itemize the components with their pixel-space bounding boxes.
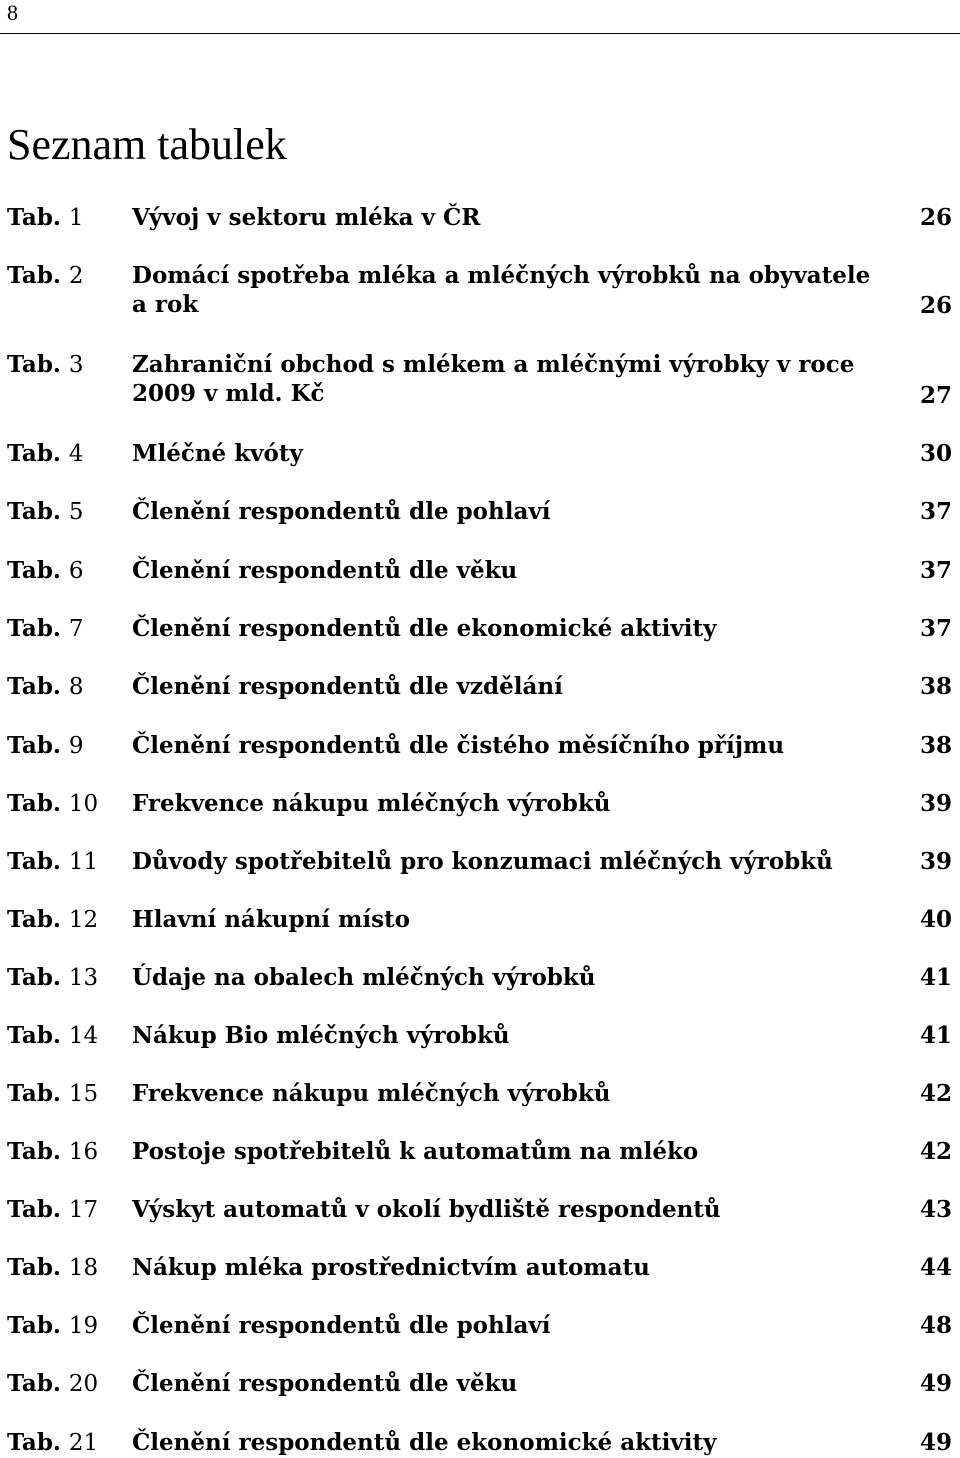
toc-entry-label-text: Tab. bbox=[7, 732, 61, 759]
toc-entry-label-text: Tab. bbox=[7, 204, 61, 231]
toc-entry-page: 30 bbox=[919, 440, 952, 467]
toc-entry-page: 42 bbox=[919, 1138, 952, 1165]
toc-entry-label-text: Tab. bbox=[7, 1312, 61, 1339]
toc-entry-title: Členění respondentů dle pohlaví bbox=[132, 1312, 551, 1339]
toc-entry-label bbox=[7, 203, 84, 233]
toc-entry-title: Členění respondentů dle věku bbox=[132, 1370, 518, 1397]
toc-entry-page: 48 bbox=[919, 1312, 952, 1339]
toc-entry-title: Výskyt automatů v okolí bydliště respondentů bbox=[132, 1196, 721, 1223]
toc-entry-label-text: Tab. bbox=[7, 262, 61, 289]
toc-entry-page: 39 bbox=[919, 848, 952, 875]
page-title: Seznam tabulek bbox=[7, 120, 287, 169]
toc-entry-label-text: Tab. bbox=[7, 1022, 61, 1049]
toc-entry-page: 27 bbox=[919, 382, 952, 409]
toc-entry-label bbox=[7, 261, 84, 291]
toc-entry-label bbox=[7, 1021, 98, 1051]
toc-entry-label-text: Tab. bbox=[7, 1429, 61, 1456]
toc-entry-number: 12 bbox=[68, 907, 99, 933]
toc-entry-number: 18 bbox=[68, 1255, 99, 1281]
toc-entry-page: 39 bbox=[919, 790, 952, 817]
toc-entry-label bbox=[7, 350, 84, 380]
toc-entry-title: Vývoj v sektoru mléka v ČR bbox=[132, 204, 481, 231]
toc-entry-label bbox=[7, 672, 84, 702]
toc-entry-label-text: Tab. bbox=[7, 351, 61, 378]
toc-entry-label bbox=[7, 847, 98, 877]
toc-entry-label bbox=[7, 1428, 98, 1458]
toc-entry-number: 1 bbox=[68, 205, 84, 231]
toc-entry-label bbox=[7, 1137, 98, 1167]
toc-entry-title: Členění respondentů dle ekonomické aktivity bbox=[132, 1429, 717, 1456]
toc-entry-number: 11 bbox=[68, 849, 99, 875]
toc-entry-number: 19 bbox=[68, 1313, 99, 1339]
toc-entry-number: 13 bbox=[68, 965, 99, 991]
toc-entry-number: 5 bbox=[68, 499, 84, 525]
toc-entry-title: Frekvence nákupu mléčných výrobků bbox=[132, 790, 611, 817]
toc-entry-page: 38 bbox=[919, 673, 952, 700]
toc-entry-number: 17 bbox=[68, 1197, 99, 1223]
toc-entry-page: 26 bbox=[919, 204, 952, 231]
toc-entry-title: Členění respondentů dle věku bbox=[132, 557, 518, 584]
toc-entry-label bbox=[7, 1311, 98, 1341]
toc-entry-title: Členění respondentů dle vzdělání bbox=[132, 673, 563, 700]
toc-entry-label-text: Tab. bbox=[7, 557, 61, 584]
toc-entry-label-text: Tab. bbox=[7, 615, 61, 642]
toc-entry-title: Členění respondentů dle ekonomické aktivity bbox=[132, 615, 717, 642]
toc-entry-number: 3 bbox=[68, 352, 84, 378]
toc-entry-number: 21 bbox=[68, 1430, 99, 1456]
toc-entry-label-text: Tab. bbox=[7, 848, 61, 875]
toc-entry-number: 2 bbox=[68, 263, 84, 289]
toc-entry-label-text: Tab. bbox=[7, 790, 61, 817]
toc-entry-page: 41 bbox=[919, 1022, 952, 1049]
toc-entry-number: 8 bbox=[68, 674, 84, 700]
toc-entry-label-text: Tab. bbox=[7, 440, 61, 467]
toc-entry-label-text: Tab. bbox=[7, 1138, 61, 1165]
toc-entry-label-text: Tab. bbox=[7, 964, 61, 991]
toc-entry-title: Nákup Bio mléčných výrobků bbox=[132, 1022, 510, 1049]
toc-entry-label-text: Tab. bbox=[7, 1370, 61, 1397]
toc-entry-label bbox=[7, 1369, 98, 1399]
toc-entry-number: 16 bbox=[68, 1139, 99, 1165]
toc-entry-page: 37 bbox=[919, 498, 952, 525]
toc-entry-label bbox=[7, 1195, 98, 1225]
toc-entry-page: 44 bbox=[919, 1254, 952, 1281]
toc-entry-label bbox=[7, 731, 84, 761]
toc-entry-title: Členění respondentů dle čistého měsíčního příjmu bbox=[132, 732, 785, 759]
toc-entry-page: 38 bbox=[919, 732, 952, 759]
toc-entry-label-text: Tab. bbox=[7, 906, 61, 933]
toc-entry-label-text: Tab. bbox=[7, 1080, 61, 1107]
toc-entry-label bbox=[7, 497, 84, 527]
toc-entry-title: Nákup mléka prostřednictvím automatu bbox=[132, 1254, 650, 1281]
toc-entry-page: 49 bbox=[919, 1429, 952, 1456]
toc-entry-title: Mléčné kvóty bbox=[132, 440, 303, 467]
toc-entry-label bbox=[7, 556, 84, 586]
toc-entry-number: 15 bbox=[68, 1081, 99, 1107]
toc-entry-page: 49 bbox=[919, 1370, 952, 1397]
toc-entry-label-text: Tab. bbox=[7, 498, 61, 525]
toc-entry-label-text: Tab. bbox=[7, 1254, 61, 1281]
toc-entry-title: Domácí spotřeba mléka a mléčných výrobků na obyvatele a rok bbox=[132, 262, 871, 318]
toc-entry-label bbox=[7, 439, 84, 469]
toc-entry-label bbox=[7, 1253, 98, 1283]
toc-entry-label bbox=[7, 789, 98, 819]
toc-entry-label bbox=[7, 1079, 98, 1109]
page-number: 8 bbox=[7, 0, 18, 25]
toc-entry-page: 40 bbox=[919, 906, 952, 933]
toc-entry-page: 37 bbox=[919, 615, 952, 642]
toc-entry-title: Členění respondentů dle pohlaví bbox=[132, 498, 551, 525]
toc-entry-title: Hlavní nákupní místo bbox=[132, 906, 411, 933]
toc-entry-label bbox=[7, 905, 98, 935]
toc-entry-page: 37 bbox=[919, 557, 952, 584]
toc-entry-number: 6 bbox=[68, 558, 84, 584]
toc-entry-title: Frekvence nákupu mléčných výrobků bbox=[132, 1080, 611, 1107]
toc-entry-page: 26 bbox=[919, 292, 952, 319]
toc-entry-number: 4 bbox=[68, 441, 84, 467]
toc-entry-title: Důvody spotřebitelů pro konzumaci mléčných výrobků bbox=[132, 848, 833, 875]
toc-entry-title: Údaje na obalech mléčných výrobků bbox=[132, 964, 596, 991]
toc-entry-number: 20 bbox=[68, 1371, 99, 1397]
toc-entry-number: 10 bbox=[68, 791, 99, 817]
toc-entry-page: 41 bbox=[919, 964, 952, 991]
toc-entry-label bbox=[7, 963, 98, 993]
toc-entry-page: 42 bbox=[919, 1080, 952, 1107]
toc-entry-page: 43 bbox=[919, 1196, 952, 1223]
toc-entry-title: Zahraniční obchod s mlékem a mléčnými výrobky v roce 2009 v mld. Kč bbox=[132, 351, 855, 407]
toc-entry-title: Postoje spotřebitelů k automatům na mléko bbox=[132, 1138, 699, 1165]
toc-entry-label bbox=[7, 614, 84, 644]
toc-entry-label-text: Tab. bbox=[7, 1196, 61, 1223]
toc-entry-number: 14 bbox=[68, 1023, 99, 1049]
toc-entry-number: 9 bbox=[68, 733, 84, 759]
toc-entry-number: 7 bbox=[68, 616, 84, 642]
toc-entry-label-text: Tab. bbox=[7, 673, 61, 700]
